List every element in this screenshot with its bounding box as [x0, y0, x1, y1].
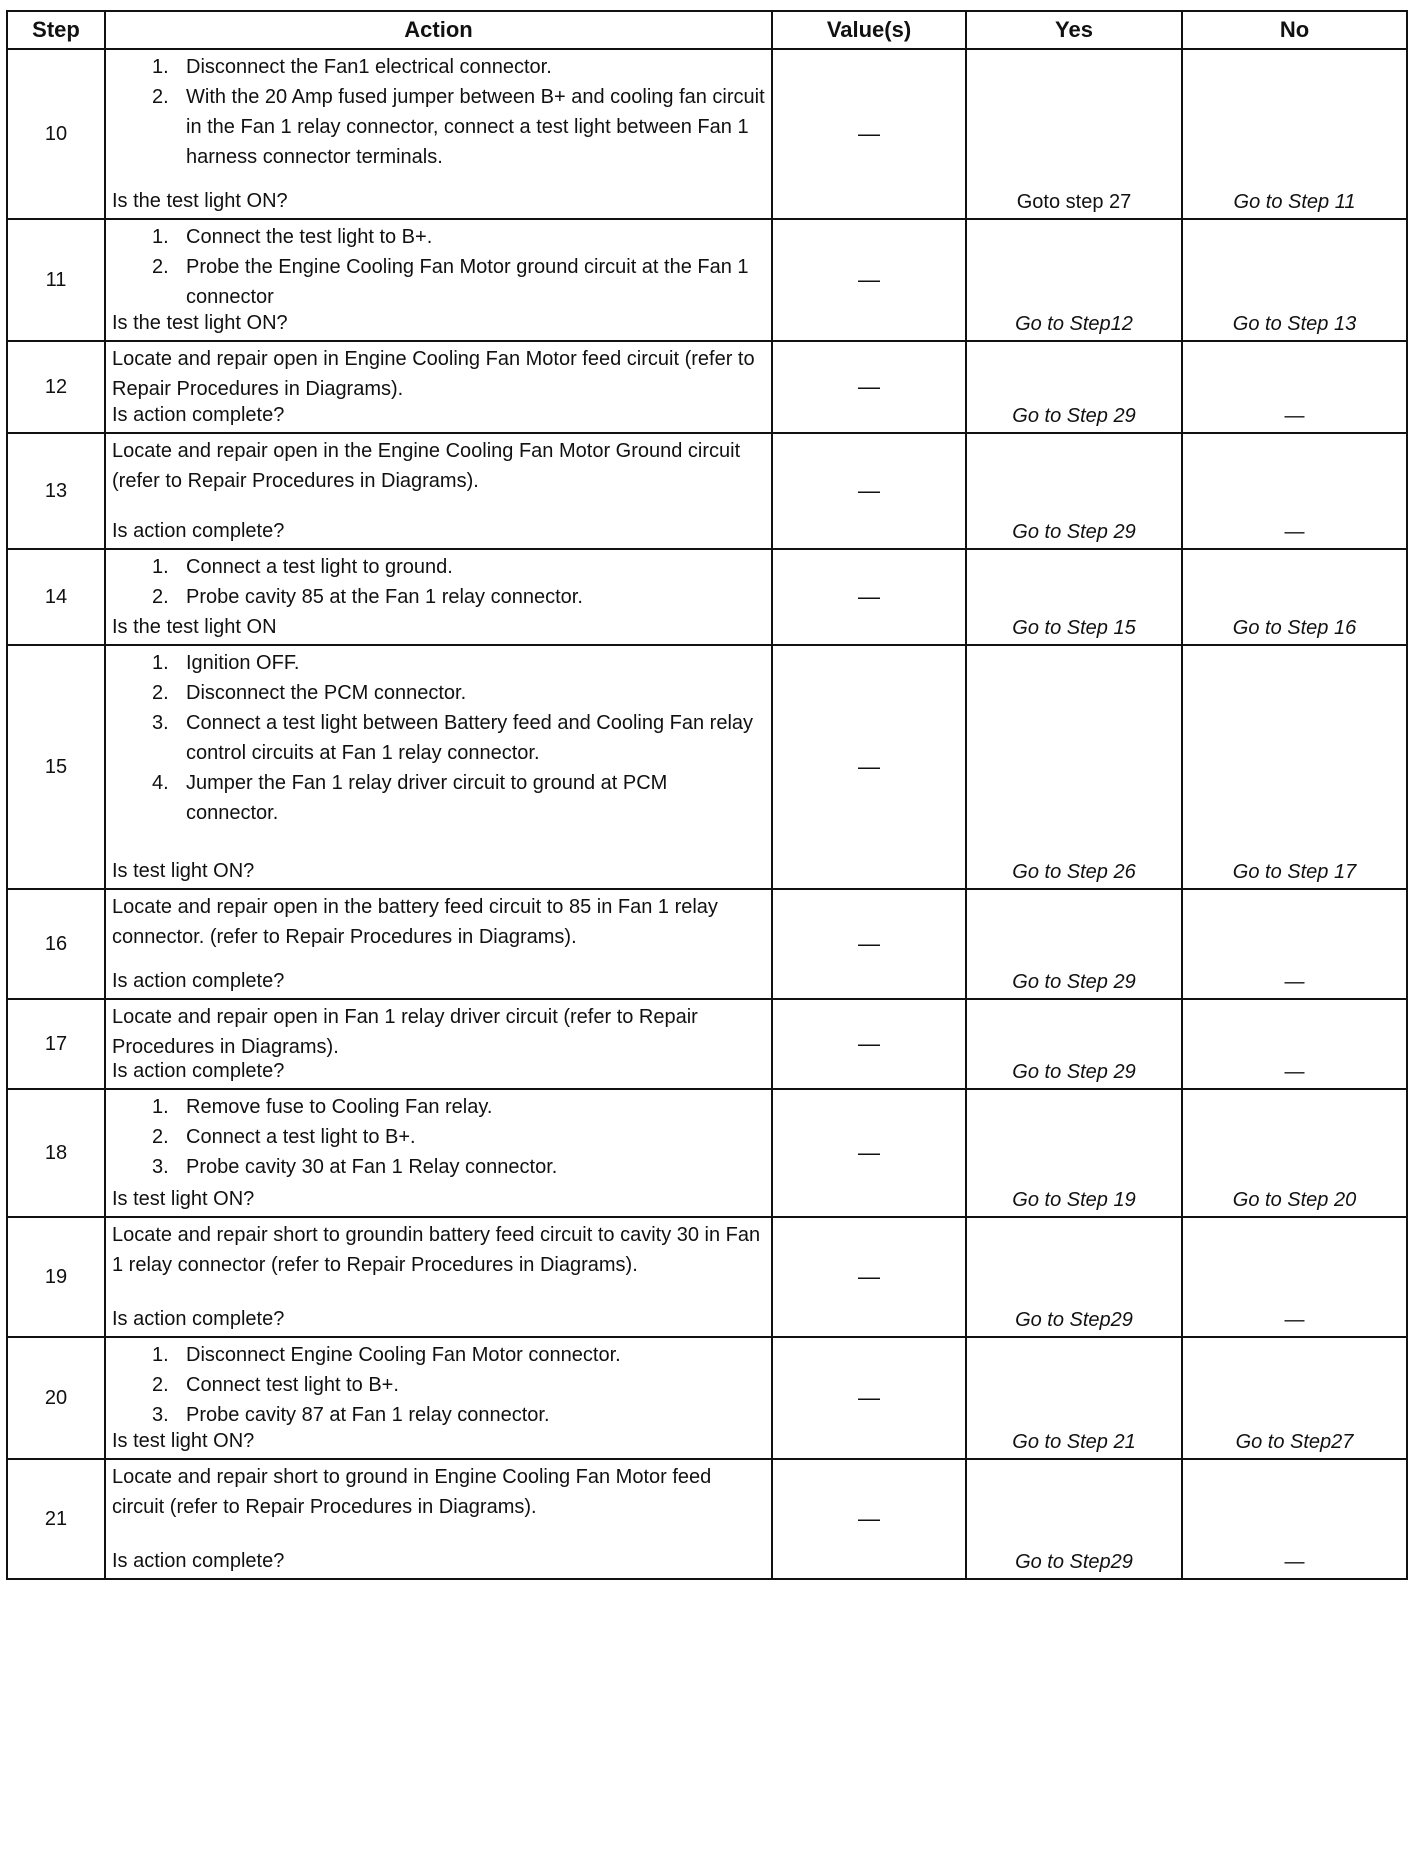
- step-number: 20: [7, 1337, 105, 1459]
- value-cell: —: [772, 549, 966, 645]
- action-cell: [105, 1089, 772, 1217]
- action-question: Is action complete?: [112, 1550, 285, 1572]
- table-row: [7, 219, 1407, 341]
- action-step-text: Connect a test light to B+.: [186, 1126, 416, 1148]
- table-row: [7, 999, 1407, 1089]
- action-step-item: [152, 648, 765, 678]
- action-step-number: 2.: [152, 586, 169, 608]
- action-step-item: [152, 82, 765, 172]
- action-text: Locate and repair open in Fan 1 relay driver circuit (refer to Repair Procedures in Diagrams).: [112, 1006, 698, 1058]
- action-step-number: 4.: [152, 772, 169, 794]
- action-step-item: [152, 1152, 765, 1182]
- action-step-number: 2.: [152, 86, 169, 108]
- yes-result: Go to Step 15: [966, 549, 1182, 645]
- no-result: Go to Step27: [1182, 1337, 1407, 1459]
- table-row: [7, 433, 1407, 549]
- action-step-text: Connect the test light to B+.: [186, 226, 433, 248]
- table-row: [7, 645, 1407, 889]
- value-cell: —: [772, 433, 966, 549]
- action-step-text: Jumper the Fan 1 relay driver circuit to ground at PCM connector.: [186, 772, 668, 824]
- action-question: Is the test light ON?: [112, 312, 288, 334]
- yes-result: Go to Step 29: [966, 999, 1182, 1089]
- value-cell: —: [772, 341, 966, 433]
- header-values: Value(s): [772, 11, 966, 49]
- action-cell: [105, 645, 772, 889]
- table-row: [7, 889, 1407, 999]
- action-question: Is action complete?: [112, 1308, 285, 1330]
- action-question: Is action complete?: [112, 1060, 285, 1082]
- action-cell: [105, 1337, 772, 1459]
- table-row: [7, 1217, 1407, 1337]
- value-cell: —: [772, 1337, 966, 1459]
- action-step-item: [152, 708, 765, 768]
- no-result: Go to Step 11: [1182, 49, 1407, 219]
- action-step-item: [152, 222, 765, 252]
- action-step-number: 3.: [152, 1404, 169, 1426]
- value-cell: —: [772, 219, 966, 341]
- action-cell: [105, 341, 772, 433]
- yes-result: Go to Step 21: [966, 1337, 1182, 1459]
- action-step-item: [152, 1370, 765, 1400]
- action-step-number: 1.: [152, 556, 169, 578]
- action-step-text: Probe cavity 85 at the Fan 1 relay connector.: [186, 586, 583, 608]
- yes-result: Go to Step 19: [966, 1089, 1182, 1217]
- no-result: Go to Step 20: [1182, 1089, 1407, 1217]
- value-cell: —: [772, 1217, 966, 1337]
- action-question: Is test light ON?: [112, 1188, 255, 1210]
- action-cell: [105, 219, 772, 341]
- action-question: Is action complete?: [112, 404, 285, 426]
- action-step-item: [152, 678, 765, 708]
- action-step-text: Disconnect Engine Cooling Fan Motor connector.: [186, 1344, 621, 1366]
- action-cell: [105, 433, 772, 549]
- action-step-number: 3.: [152, 712, 169, 734]
- table-row: [7, 1459, 1407, 1579]
- step-number: 13: [7, 433, 105, 549]
- header-row: [7, 11, 1407, 49]
- action-step-item: [152, 552, 765, 582]
- action-step-number: 2.: [152, 1374, 169, 1396]
- yes-result: Go to Step29: [966, 1217, 1182, 1337]
- action-step-item: [152, 52, 765, 82]
- value-cell: —: [772, 1089, 966, 1217]
- header-step: Step: [7, 11, 105, 49]
- action-step-text: Connect a test light to ground.: [186, 556, 453, 578]
- value-cell: —: [772, 645, 966, 889]
- action-steps-list: [112, 648, 765, 828]
- value-cell: —: [772, 49, 966, 219]
- yes-result: Go to Step29: [966, 1459, 1182, 1579]
- action-text: Locate and repair short to groundin battery feed circuit to cavity 30 in Fan 1 relay connector (refer to Repair Procedures in Diagrams).: [112, 1224, 761, 1276]
- table-row: [7, 549, 1407, 645]
- table-row: [7, 49, 1407, 219]
- action-step-number: 2.: [152, 1126, 169, 1148]
- action-step-number: 1.: [152, 56, 169, 78]
- header-action: Action: [105, 11, 772, 49]
- action-step-text: Probe cavity 30 at Fan 1 Relay connector.: [186, 1156, 558, 1178]
- action-text: Locate and repair open in the Engine Cooling Fan Motor Ground circuit (refer to Repair Procedures in Diagrams).: [112, 440, 741, 492]
- table-row: [7, 1089, 1407, 1217]
- action-step-item: [152, 1092, 765, 1122]
- no-result: —: [1182, 341, 1407, 433]
- no-result: —: [1182, 1459, 1407, 1579]
- diagnostic-table: [6, 10, 1408, 1580]
- action-step-text: Remove fuse to Cooling Fan relay.: [186, 1096, 493, 1118]
- action-text: Locate and repair open in Engine Cooling Fan Motor feed circuit (refer to Repair Procedures in Diagrams).: [112, 348, 755, 400]
- yes-result: Goto step 27: [966, 49, 1182, 219]
- action-step-number: 1.: [152, 1344, 169, 1366]
- yes-result: Go to Step 29: [966, 889, 1182, 999]
- action-steps-list: [112, 222, 765, 312]
- step-number: 21: [7, 1459, 105, 1579]
- action-question: Is test light ON?: [112, 1430, 255, 1452]
- action-step-text: Connect a test light between Battery feed and Cooling Fan relay control circuits at Fan 1 relay connector.: [186, 712, 754, 764]
- action-question: Is the test light ON?: [112, 190, 288, 212]
- yes-result: Go to Step 26: [966, 645, 1182, 889]
- action-steps-list: [112, 1340, 765, 1430]
- action-step-number: 2.: [152, 682, 169, 704]
- action-step-text: Connect test light to B+.: [186, 1374, 399, 1396]
- step-number: 14: [7, 549, 105, 645]
- step-number: 19: [7, 1217, 105, 1337]
- action-question: Is the test light ON: [112, 616, 277, 638]
- yes-result: Go to Step 29: [966, 433, 1182, 549]
- action-step-text: Disconnect the Fan1 electrical connector.: [186, 56, 552, 78]
- action-text: Locate and repair short to ground in Engine Cooling Fan Motor feed circuit (refer to Repair Procedures in Diagrams).: [112, 1466, 712, 1518]
- yes-result: Go to Step12: [966, 219, 1182, 341]
- step-number: 15: [7, 645, 105, 889]
- value-cell: —: [772, 999, 966, 1089]
- action-cell: [105, 1217, 772, 1337]
- action-step-item: [152, 582, 765, 612]
- action-cell: [105, 549, 772, 645]
- yes-result: Go to Step 29: [966, 341, 1182, 433]
- value-cell: —: [772, 1459, 966, 1579]
- value-cell: —: [772, 889, 966, 999]
- action-step-number: 1.: [152, 652, 169, 674]
- no-result: Go to Step 13: [1182, 219, 1407, 341]
- step-number: 10: [7, 49, 105, 219]
- step-number: 11: [7, 219, 105, 341]
- action-cell: [105, 49, 772, 219]
- action-steps-list: [112, 52, 765, 172]
- action-step-number: 1.: [152, 226, 169, 248]
- action-step-text: Ignition OFF.: [186, 652, 300, 674]
- no-result: Go to Step 17: [1182, 645, 1407, 889]
- no-result: —: [1182, 999, 1407, 1089]
- action-cell: [105, 1459, 772, 1579]
- step-number: 12: [7, 341, 105, 433]
- action-step-text: Disconnect the PCM connector.: [186, 682, 467, 704]
- action-step-text: Probe the Engine Cooling Fan Motor ground circuit at the Fan 1 connector: [186, 256, 749, 308]
- action-question: Is action complete?: [112, 520, 285, 542]
- action-step-item: [152, 1122, 765, 1152]
- action-question: Is test light ON?: [112, 860, 255, 882]
- header-no: No: [1182, 11, 1407, 49]
- action-step-item: [152, 768, 765, 828]
- action-steps-list: [112, 1092, 765, 1182]
- no-result: —: [1182, 1217, 1407, 1337]
- action-step-item: [152, 252, 765, 312]
- step-number: 18: [7, 1089, 105, 1217]
- step-number: 17: [7, 999, 105, 1089]
- action-step-item: [152, 1340, 765, 1370]
- action-text: Locate and repair open in the battery feed circuit to 85 in Fan 1 relay connector. (refer to Repair Procedures in Diagrams).: [112, 896, 718, 948]
- action-step-number: 3.: [152, 1156, 169, 1178]
- action-step-text: With the 20 Amp fused jumper between B+ and cooling fan circuit in the Fan 1 relay connector, connect a test light between Fan 1 harness connector terminals.: [186, 86, 765, 168]
- action-cell: [105, 999, 772, 1089]
- diagnostic-table-page: [6, 10, 1406, 1580]
- no-result: Go to Step 16: [1182, 549, 1407, 645]
- table-row: [7, 341, 1407, 433]
- action-steps-list: [112, 552, 765, 612]
- action-cell: [105, 889, 772, 999]
- table-row: [7, 1337, 1407, 1459]
- action-step-number: 2.: [152, 256, 169, 278]
- step-number: 16: [7, 889, 105, 999]
- action-question: Is action complete?: [112, 970, 285, 992]
- no-result: —: [1182, 433, 1407, 549]
- header-yes: Yes: [966, 11, 1182, 49]
- action-step-number: 1.: [152, 1096, 169, 1118]
- no-result: —: [1182, 889, 1407, 999]
- action-step-text: Probe cavity 87 at Fan 1 relay connector.: [186, 1404, 550, 1426]
